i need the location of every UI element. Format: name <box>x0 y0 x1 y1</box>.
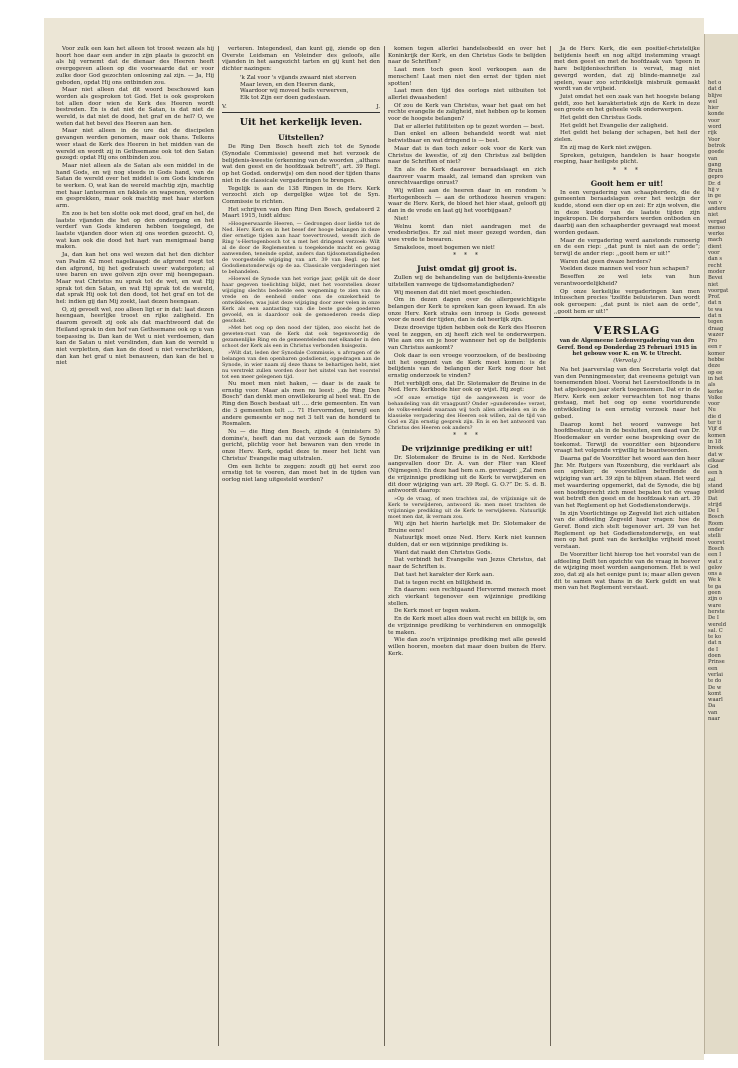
paragraph: En zoo is het ten slotte ook met dood, graf en hel, de laatste vijanden die het op den ondergang en het verderf van Gods kinderen hebben toegelegd, de laatste vijanden door wien zij ons worden gezocht. O, wat kan ook die dood het hart van menigmaal bang maken. <box>56 210 214 251</box>
edge-fragment: ons a <box>708 571 722 578</box>
edge-fragment: Bruin <box>708 168 723 175</box>
edge-fragment: die d <box>708 413 722 420</box>
report-note: (Vervolg.) <box>613 358 641 365</box>
paragraph: Om in dezen dagen over de allergewichtigste belangen der Kerk te spreken kan geen kwaad. En als onze Herv. Kerk straks een inroep is Gods geweest voor de nood der tijden, dan is dat heerlijk zijn. <box>388 297 546 324</box>
edge-fragment: te ko <box>708 634 722 641</box>
edge-fragment: dat n <box>708 300 722 307</box>
edge-fragment: van v <box>708 199 722 206</box>
paragraph: Na het jaarverslag van den Secretaris volgt dat van den Penningmeester, dat eveneens getuigt van toenemenden bloei. Voorai het Leerstoelfonds is in het afgeloopen jaar sterk toegenomen. Dat er in de Herv. Kerk een zeker verwachten tot nog thans gestaag, met het oog op eene voortdurende ontwikkeling is een ernstig verzoek naar het gebed. <box>554 366 700 420</box>
edge-fragment: werke <box>708 231 725 238</box>
section-separator: * * * <box>613 166 641 174</box>
paragraph: Wie dan zoo'n vrijzinnige prediking met alle geweld willen hooren, moeten dat maar doen buiten de Herv. Kerk. <box>388 637 546 657</box>
edge-fragment: komen <box>708 432 726 439</box>
paragraph: O, zij gevoelt wel, zoo alleen ligt er in dat: laat dezen heengaan, heerlijke troost en rijke zaligheid. En daarom gevoelt zij ook als dat machtwoord dat de Heiland sprak in den hof van Gethsemane ook op u van toepassing is. Dan kan de Wet u niet verdoemen, dan kan de Satan u niet verslinden, dan kan de wereld u niet verpletten, dan kan de dood u niet verschrikken, dan kan het graf u niet benauwen, dan kan de hel u niet <box>56 306 214 367</box>
edge-fragment: word <box>708 124 722 131</box>
edge-fragment: waarl <box>708 697 723 704</box>
edge-fragment: in het <box>708 375 724 382</box>
edge-fragment: onder <box>708 527 724 534</box>
edge-fragment: ter ti <box>708 420 722 427</box>
paragraph: Wij willen aan de heeren daar in en rondom 's Hertogenbosch — aan de orthodoxe heeren vragen: waar de Herv. Kerk, de bloed het hier staat, gelooft gij dan in de vrede en laat gij het voorbijgaan? <box>388 188 546 215</box>
edge-fragment: te ga <box>708 583 722 590</box>
edge-fragment: geleid <box>708 489 725 496</box>
article-heading: Juist omdat gij groot is. <box>417 264 517 274</box>
edge-fragment: Da <box>708 703 716 710</box>
paragraph: Het geldt den Christus Gods. <box>560 115 643 122</box>
paragraph: Wij meenen dat dit niet moet geschieden. <box>394 289 513 296</box>
edge-fragment: recht <box>708 262 722 269</box>
edge-fragment: kerke <box>708 388 723 395</box>
edge-fragment: het o <box>708 80 722 86</box>
edge-fragment: ware <box>708 602 722 609</box>
edge-fragment: van <box>708 155 718 162</box>
paragraph: Deze droevige tijden hebben ook de Kerk des Heeren veel te zeggen, en zij heeft zich wel te onderwerpen. Wie aan ons en je hoor wanneer het op de belijdenis van Christus aankomt? <box>388 325 546 352</box>
edge-fragment: De w <box>708 684 722 691</box>
divider <box>554 317 700 318</box>
edge-fragment: zijn o <box>708 596 723 603</box>
verse-line: Elk tot Zijn eer doen gadeslaan. <box>240 94 331 101</box>
adjacent-page-fragments <box>708 80 738 722</box>
edge-fragment: voor <box>708 117 720 124</box>
edge-fragment: voor <box>708 401 720 408</box>
report-heading: VERSLAG <box>593 324 661 338</box>
edge-fragment: mach <box>708 237 723 244</box>
letter-paragraph: »Hoewel de Synode van het vorige jaar, gelijk uit de door haar gegeven toelichting blijkt, met het voorstellen dezer wijziging slechts bedoelde een wegneming te zien van de vrede en de eenheid onder ons de onzekerheid te ontwikkelen, was juist deze wijziging door zeer velen in onze Kerk als een aantasting van die beste goede goederen gevoeld, en is daardoor ook de gemoederen reeds diep geschokt. <box>222 276 380 325</box>
quote: »Of onze ernstige tijd de aangewezen is voor de behandeling van dit vraagpunt? Onder »gunderende« verzet, de volks-eenheid waaraan wij toch allen arbeiden en in de klassieke vergadering des Heeren ook willen, zal de tijd van God en Zijn ernstig gesprek zijn. En is en het antwoord van Christus des Heeren ook anders? <box>388 395 546 432</box>
edge-fragment: stand <box>708 483 723 489</box>
edge-fragment: zal <box>708 476 716 483</box>
edge-fragment: Voor <box>708 136 720 143</box>
edge-fragment: vergad <box>708 218 727 225</box>
edge-fragment: te do <box>708 678 722 685</box>
paragraph: Zullen wij de behandeling van de belijdenis-kwestie uitstellen vanwege de tijdsomstandigheden? <box>388 275 546 288</box>
edge-fragment: dat d <box>708 86 722 93</box>
column-1 <box>56 46 214 1046</box>
edge-fragment: gang <box>708 161 722 168</box>
edge-fragment: Nu <box>708 407 716 414</box>
edge-fragment: Prinse <box>708 659 725 666</box>
section-separator: * * * <box>453 432 481 440</box>
edge-fragment: naar <box>708 715 721 722</box>
paragraph: In een vergadering van schaapherders, die de gemeenten beraadslagen over het welzijn der kudde, stond een dier op en zei: Er zijn wolven, die in deze kudde van de laatste tijden zijn ingekropen. De dorpsherders werden ontboden en daarbij aan den schaapherder gevraagd wat moest worden gedaan. <box>554 189 700 236</box>
paragraph: Dat er allerlei futiliteiten op te gezet worden — best. <box>394 123 545 130</box>
edge-fragment: wat z <box>708 558 722 565</box>
edge-fragment: hebbe <box>708 357 725 364</box>
edge-fragment: dient <box>708 243 722 250</box>
article-heading: Gooit hem er uit! <box>590 178 664 188</box>
edge-fragment: niet <box>708 212 719 219</box>
edge-fragment: andere <box>708 205 727 212</box>
edge-fragment: Dat <box>708 495 718 502</box>
letter-paragraph: »Hoogeerwaarde Heeren, — Gedrongen door liefde tot de Ned. Herv. Kerk en in het besef der hooge belangen in deze dier ernstige tijden aan haar toevertrouwd, wendt zich de Ring 's-Hertogenbosch tot u met het dringend verzoek: Wilt al de door de Reglementen u toegekende macht en gezag aanwenden, teneinde opdat, anders dan tijdsomstandigheden de voorgestelde wijziging van art. 39 van Regl. op het Godsdienstonderwijs op de aa. Classicale vergaderingen niet te behandelen. <box>222 221 380 276</box>
edge-fragment: Bosch <box>708 545 724 552</box>
edge-fragment: niet <box>708 281 719 288</box>
newspaper-page <box>44 18 704 1060</box>
edge-fragment: Bevei <box>708 275 723 282</box>
paragraph: Dat tast het karakter der Kerk aan. <box>394 571 494 578</box>
paragraph: Dan enkel en alleen behandeld wordt wat niet betwistbaar en wat dringend is — best. <box>388 131 546 145</box>
edge-fragment: Room <box>708 520 724 527</box>
paragraph: Dat is tegen recht en billijkheid in. <box>394 579 493 586</box>
edge-fragment: dat n <box>708 640 722 647</box>
paragraph: De Voorzitter licht hierop toe het voorstel van de afdeeling Delft ten opzichte van de vraag in hoever de wijziging moet worden aangenomen. Het is wel zoo, dat zij als het eenige punt is; maar allen geven dit te samen wat thans in de Kerk geldt en wat men van het Reglement verstaat. <box>554 551 700 592</box>
paragraph: Ja, dan kan het ons wel wezen dat het den dichter van Psalm 42 moet nagelkaagd: de afgrond roept tot den afgrond, bij het gedruisch uwer watergoten; al uwe baren en uwe golven zijn over mij heengegaan. Maar wat Christus nu sprak tot de wet, en wat Hij sprak tot den Satan, en wat Hij sprak tot de wereld, dat sprak Hij ook tot den dood, tot het graf en tot de hel: indien gij dan Mij zoekt, laat dezen heengaan. <box>56 252 214 306</box>
paragraph: Ook daar is een vroege voorzoeken, of de beslissing uit het oogpunt van de Kerk moet komen: is de belijdenis van de belangen der Kerk nog door het ernstig onderzoek te vinden? <box>388 352 546 379</box>
edge-fragment: Prof. <box>708 294 721 301</box>
edge-fragment: wazer <box>708 331 724 338</box>
edge-fragment: Pro <box>708 338 718 345</box>
edge-fragment: wel <box>708 98 718 105</box>
paragraph: De Kerk moet er tegen waken. <box>394 608 481 615</box>
edge-fragment: voorst <box>708 539 725 546</box>
paragraph: Het geldt het Evangelie der zaligheid. <box>560 122 669 129</box>
paragraph: Dat verbindt het Evangelie van Jezus Christus, dat naar de Schriften is. <box>388 557 546 571</box>
edge-fragment: Volke <box>708 394 723 401</box>
paragraph: Smakeloos, moet bogemen we niet! <box>394 244 496 251</box>
quote: »Op de vraag, of men trachten zal, de vrijzinnige uit de Kerk te verwijderen, antwoord ik: men moet trachten de vrijzinnige prediking uit de Kerk te verwijderen. Natuurlijk moet men dat, ik vernam zou. <box>388 495 546 520</box>
adjacent-page-edge <box>704 34 738 1054</box>
edge-fragment: hij v <box>708 187 720 194</box>
edge-fragment: tegen <box>708 319 723 326</box>
edge-fragment: sal. C <box>708 627 723 634</box>
article-heading: Uitstellen? <box>278 133 324 143</box>
divider <box>222 112 380 113</box>
column-2 <box>222 46 380 1046</box>
edge-fragment: goede <box>708 149 724 156</box>
paragraph: In zijn Voorlichtinge op Zegveld liet zich uitlaten van de afdeeling Zegveld haar vragen: hoe de Geref. Bond zich stelt tegenover art. 39 van het Reglement op het Godsdienstonderwijs, en wat men op het punt van de kerkelijke vrijheid moet verstaan. <box>554 510 700 551</box>
edge-fragment: hier <box>708 105 719 112</box>
edge-fragment: Dr. d <box>708 180 721 187</box>
edge-fragment: herste <box>708 608 725 615</box>
column-rule <box>218 46 219 1046</box>
paragraph: Maar de vergadering werd aanstonds rumoerig en de een riep: ,,dat punt is niet aan de orde”; terwijl de ander riep: ,,gooit hem er uit!” <box>554 237 700 257</box>
paragraph: En de Kerk moet alles doen wat recht en billijk is, om de vrijzinnige prediking te verhinderen en onmogelijk te maken. <box>388 616 546 636</box>
paragraph: Maar niet alleen in de ure dat de discipelen gevangen werden genomen, maar ook thans. Telkens weer staat de Kerk des Heeren in het midden van de wereld en wordt zij in Gethsemane ook tot den Satan gezegd: opdat Hij ons ontbinden zou. <box>56 128 214 162</box>
edge-fragment: te wa <box>708 306 723 313</box>
letter-paragraph: »Met het oog op den nood der tijden, zoo eischt het de geweten-rust van de Kerk dat ook tegenwoordig de gezamenlijke Ring en de gemeenteleden met elkander in den schoot der Kerk als een in Christus verbonden huisgezin. <box>222 325 380 350</box>
edge-fragment: moder <box>708 268 725 275</box>
edge-fragment: een I <box>708 552 722 559</box>
verse <box>222 75 380 102</box>
paragraph: Beseffen ze wel iets van hun verantwoordelijkheid? <box>554 274 700 287</box>
edge-fragment: dat n <box>708 312 722 319</box>
edge-fragment: De I <box>708 508 719 515</box>
edge-fragment: komt <box>708 690 722 697</box>
paragraph: Of zou de Kerk van Christus, waar het gaat om het rechte evangelie de zaligheid, niet hebben op te komen voor de hoogste belangen? <box>388 102 546 123</box>
edge-fragment: in 18 <box>708 438 722 445</box>
column-rule <box>384 46 385 1046</box>
paragraph: De Ring Den Bosch heeft zich tot de Synode (Synodale Commissie) gewend met het verzoek de belijdenis-kwestie (erkenning van de woorden ,,althans wat den geest en de hoofdzaak betreft”, art. 39 Regl. op het Godsd. onderwijs) om den nood der tijden thans niet in de classicale vergaderingen te brengen. <box>222 144 380 184</box>
paragraph: Nu — die Ring den Bosch, zijnde 4 (ministers 5) domine's, heeft dan nu dat verzoek aan de Synode gericht, plichtig voor het bewaren van den vrede in onze Herv. Kerk, opdat deze te meer het licht van Christus' Evangelie mag uitstralen. <box>222 428 380 462</box>
edge-fragment: als <box>708 382 716 389</box>
paragraph: Dr. Slotemaker de Bruine is in de Ned. Kerkbode aangevallen door Dr. A. van der Flier van Kleef (Nijmegen). En deze had hem o.m. gevraagd: ,,Zal men de vrijzinnige prediking uit de Kerk te verwijderen en dit door wijziging van art. 39 Regl. G. O.?” Dr. S. d. B. antwoordt daarop: <box>388 454 546 495</box>
paragraph: Natuurlijk moet onze Ned. Herv. Kerk niet kunnen dulden, dat er een wijzinnige prediking is. <box>388 535 546 549</box>
edge-fragment: strijd <box>708 501 722 508</box>
verse-line: Maar leven, en den Heeren dank, <box>240 81 336 88</box>
paragraph: Daarop komt het woord vanwege het hoofdbestuur, als in de besluiten, een daad van Dr. Hoedemaker en verder eene bespreking over de toekomst. Terwijl de voorzitter een bijzondere vraagt het volgende vrijwillig te beantwoorden. <box>554 421 700 455</box>
edge-fragment: een <box>708 665 718 672</box>
paragraph: En zij mag de Kerk niet zwijgen. <box>560 144 652 151</box>
paragraph: Maar niet alleen dat dit woord beschouwd kan worden als gesproken tot God. Het is ook gesproken tot allen door wien de Kerk des Heeren wordt bestreden. En is dat niet de Satan, is dat niet de wereld, is dat niet de dood, het graf en de hel? O, we weten dat het bevel des Heeren aan hen. <box>56 87 214 127</box>
paragraph: Maar dat is dan toch zeker ook voor de Kerk van Christus de kwestie, of zij den Christus zal belijden naar de Schriften of niet? <box>388 145 546 166</box>
paragraph: Voelden deze mannen wel voor hun schapen? <box>560 266 689 273</box>
verse-intro: verteren. Integendeel, dan kunt gij, ziende op den Overste Leidsman en Voleinder des geloofs, alle vijanden in het aangezicht tarten en gij kunt het den dichter nazingen: <box>222 46 380 73</box>
paragraph: komen tegen allerlei handelsobeeld en over het Koninkrijk der Kerk, en den Christus Gods te belijden naar de Schriften? <box>388 46 546 66</box>
edge-fragment: deze <box>708 363 721 370</box>
paragraph: Niet! <box>394 215 409 222</box>
paragraph: Welnu komt dan niet aandragen met de vredesbriefjes. Er zal niet meer gezegd worden, dan uwe vrede te bewaren. <box>388 223 546 243</box>
edge-fragment: geen <box>708 590 721 597</box>
report-subtitle: van de Algemeene Ledenvergadering van den Geref. Bond op Donderdag 25 Februari 1915 in het gebouw voor K. en W. te Utrecht. <box>557 338 697 357</box>
column-3 <box>388 46 546 1046</box>
paragraph: Maar niet alleen als de Satan als een middel in de hand Gods, en wij nog steeds in Gods hand, van de Satan de wereld over het middel is om Gods kinderen te werken. O, wat kan de wereld machtig zijn, machtig met haar lanteernen en fakkels en wapenen, woorden en gesprekken, maar ook machtig met haar sterken arm. <box>56 162 214 210</box>
edge-fragment: een h <box>708 470 723 477</box>
paragraph: Tegelijk is aan de 138 Ringen in de Herv. Kerk verzocht zich op dergelijke wijze tot de Syn. Commissie te richten. <box>222 185 380 205</box>
edge-fragment: doen <box>708 653 721 660</box>
edge-fragment: voorgat <box>708 287 729 294</box>
edge-fragment: draag <box>708 325 724 332</box>
edge-fragment: komer <box>708 350 725 357</box>
verse-line: 'k Zal voor 's vijands zwaard niet sterven <box>240 74 357 81</box>
edge-fragment: elkaar <box>708 457 725 464</box>
section-heading: Uit het kerkelijk leven. <box>239 117 363 129</box>
edge-fragment: menso <box>708 224 726 231</box>
paragraph: Nu moet men niet haken, — daar is de zaak te ernstig voor. Maar als men nu leest: ,,de Ring Den Bosch” dan denkt men onwillekeurig al heel wat. En de Ring den Bosch bestaat uit .... drie gemeenten. En van die 3 gemeenten telt .... 71 Hervormden, terwijl een andere gemeente er nog net 3 telt van de honderd te Rosmalen. <box>222 381 380 428</box>
edge-fragment: breek <box>708 445 724 452</box>
paragraph: Op onze kerkelijke vergaderingen kan men intusschen precies 'tzelfde beluisteren. Dan wordt ook geroepen: ,,dat punt is niet aan de orde”, ,,gooit hem er uit!” <box>554 288 700 315</box>
edge-fragment: op ee <box>708 369 723 376</box>
signature-left: V. <box>222 103 227 110</box>
paragraph: Ja de Herv. Kerk, die een positief-christelijke belijdenis heeft en nog altijd instemming vraagt met den geest en met de hoofdzaak van 'tgeen in hare belijdenisschriften is vervat, mag niet gevergd worden, dat zij blinde-mannetje zal spelen, waar zoo schrikkelijk misbruik gemaakt wordt van de vrijheid. <box>554 46 700 93</box>
paragraph: Daarna gaf de Voorzitter het woord aan den heer Jhr. Mr. Rutgers van Rozenburg, die verklaart als een spreker; de voorstellen betreffende de wijziging van art. 39 zijn te blijven staan. Het werd met waardering opgemerkt, dat de Synode, die bij een hoofdgerecht zich moet bepalen tot de vraag wat betreft den geest en de hoofdzaak van art. 39 van het Reglement op het Godsdienstonderwijs. <box>554 456 700 509</box>
edge-fragment: de I <box>708 646 719 653</box>
paragraph: Want dat raakt den Christus Gods. <box>394 549 492 556</box>
edge-fragment: dan s <box>708 256 723 263</box>
edge-fragment: stelli <box>708 533 721 540</box>
letter-paragraph: »Wilt dat, leden der Synodale Commissie, u afvragen of de belangen van den openbaren godsdienst, opgedragen aan de Synode, in wier naam zij deze thans te behartigen hebt, niet nu verstrekt zullen worden door het uitstel van het voorstel tot een meer gelegenen tijd. <box>222 350 380 381</box>
edge-fragment: in ge <box>708 193 722 200</box>
edge-fragment: van <box>708 709 718 716</box>
paragraph: En daarom: een rechtgaand Hervormd mensch moet zich vierkant tegenover een wijzinnige prediking stellen. <box>388 587 546 607</box>
edge-fragment: De I <box>708 615 719 622</box>
edge-fragment: Vijf d <box>708 426 722 433</box>
edge-fragment: voor <box>708 250 720 257</box>
edge-fragment: konde <box>708 111 724 118</box>
article-heading: De vrijzinnige prediking er uit! <box>401 443 533 453</box>
section-separator: * * * <box>453 252 481 260</box>
paragraph: Voor zulk een kan het alleen tot troost wezen als hij hoort hoe daar een ander in zijn plaats is gezocht en als hij vernemt dat de dienaar des Heeren heeft overgegeven alleen op die voorwaarde dat er voor zulke door God gezochten onlosning zal zijn. — Ja, Hij geboden, opdat Hij ons ontbinden zou. <box>56 46 214 86</box>
verse-line: Waardoor wij moveel heils verwerven, <box>240 88 349 95</box>
paragraph: Het schrijven van den Ring Den Bosch, gedateerd 2 Maart 1915, luidt aldus: <box>222 206 380 220</box>
edge-fragment: God <box>708 464 719 471</box>
edge-fragment: verlai <box>708 671 723 678</box>
edge-fragment: Bosch <box>708 514 724 521</box>
edge-fragment: dat w <box>708 451 723 458</box>
edge-fragment: wereld <box>708 621 727 628</box>
edge-fragment: gelov <box>708 564 723 571</box>
paragraph: Laat men den tijd des oorlogs niet uitbuiten tot allerlei dwaasheden! <box>388 88 546 101</box>
edge-fragment: We k <box>708 577 721 584</box>
column-rule <box>550 46 551 1046</box>
edge-fragment: rijk <box>708 130 717 137</box>
letter-quote <box>222 221 380 380</box>
paragraph: Om een lichte te zeggen: zoudt gij het eerst zoo ernstig tot te voeren, dan moet het in de tijden van oorlog niet lang uitgesteld worden? <box>222 463 380 483</box>
signature-right: J. <box>376 103 380 110</box>
edge-fragment: betrok <box>708 142 726 149</box>
paragraph: Juist omdat het een zaak van het hoogste belang geldt, zoo het karakteristiek zijn de Kerk in deze een groote en het geheele volk onderwerpen. <box>554 93 700 114</box>
paragraph: Spreken, getuigen, handelen is haar hoogste roeping, haar heiligste plicht. <box>554 152 700 166</box>
paragraph: Wij zijn het hierin hartelijk met Dr. Slotemaker de Bruine eens! <box>388 520 546 534</box>
paragraph: Het geldt het belang der schapen, bet heil der zielen. <box>554 130 700 144</box>
edge-fragment: een r <box>708 344 722 351</box>
column-4 <box>554 46 700 1046</box>
signature <box>222 104 380 111</box>
paragraph: En als de Kerk daarover beraadslaagt en zich daarover vaarm maakt, zal iemand dan spreken van onrechtvaardige onrust? <box>388 166 546 187</box>
edge-fragment: blijve <box>708 92 723 99</box>
paragraph: Waren dat geen dwaze herders? <box>560 258 652 265</box>
edge-fragment: gepro <box>708 174 724 181</box>
paragraph: Het verblijdt ons, dat Dr. Slotemaker de Bruine in de Ned. Herv. Kerkbode hier ook op wijst. Hij zegt: <box>388 380 546 394</box>
paragraph: Laat men toch geen kool verkoopen aan de menschen! Laat men niet den ernst der tijden niet spotten! <box>388 67 546 87</box>
